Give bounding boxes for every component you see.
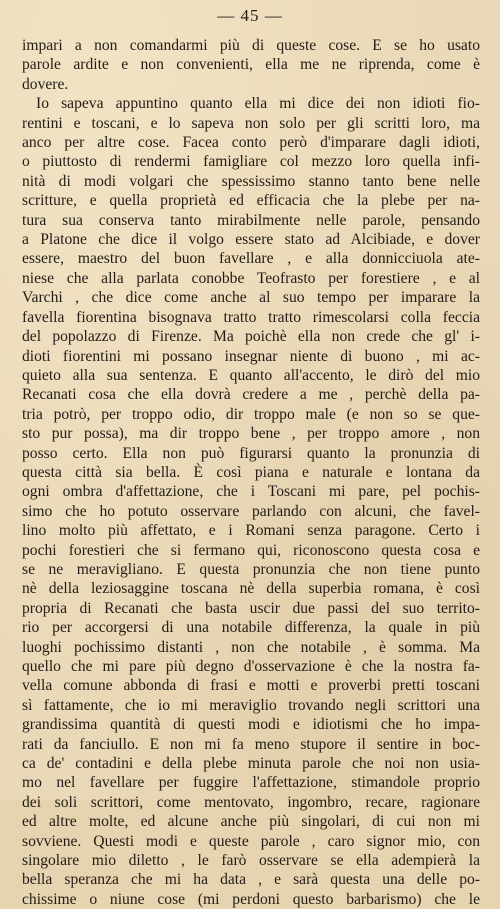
text-line: simo che ho potuto osservare parlando con alcuni, che favel- (22, 502, 480, 520)
text-line: bella speranza che mi ha data , e sarà questa una delle po- (22, 871, 480, 889)
text-line: singolare mio diletto , le farò osservare se ella adempierà la (22, 852, 480, 870)
text-line: dovere. (22, 75, 69, 93)
text-line: Varchi , che dice come anche al suo tempo per imparare la (22, 289, 480, 307)
text-line: favella fiorentina bisognava tratto tratto rimescolarsi colla feccia (22, 308, 480, 326)
text-line: quello che mi pare più degno d'osservazione è che la nostra fa- (22, 658, 480, 675)
text-line: parole ardite e non convenienti, ella me ne riprenda, come è (22, 56, 480, 74)
text-line: nè della leziosaggine toscana nè della superbia romana, è così (22, 580, 480, 598)
text-line: scritture, e quella proprietà ed efficacia che la plebe per na- (22, 192, 480, 210)
text-line: niese che alla parlata conobbe Teofrasto per forestiere , e al (22, 269, 480, 287)
text-line: vella comune abbonda di frasi e motti e proverbi pretti toscani (22, 677, 480, 695)
text-line: nità di modi volgari che spessissimo stanno tanto bene nelle (22, 172, 480, 190)
text-line: grandissima quantità di questi modi e idiotismi che ho impa- (22, 716, 480, 734)
body-text (22, 36, 480, 909)
text-line: ca de' contadini e della plebe minuta parole che noi non usia- (22, 755, 480, 773)
text-line: anco per altre cose. Facea conto però d'imparare dagli idioti, (22, 134, 480, 152)
text-line: Recanati cosa che ella dovrà credere a me , perchè della pa- (22, 386, 480, 404)
text-line: luoghi pochissimo distanti , non che notabile , è somma. Ma (22, 638, 480, 656)
text-line: o piuttosto di rendermi famigliare col mezzo loro quella infi- (22, 153, 480, 171)
text-line: a Platone che dice il volgo essere stato ad Alcibiade, e dover (22, 231, 480, 249)
text-line: rio per accorgersi di una notabile differenza, la quale in più (22, 619, 480, 637)
text-line: lino molto più affettato, e i Romani senza paragone. Certo i (22, 522, 480, 540)
text-line: chissime o niune cose (mi perdoni questo barbarismo) che le (22, 890, 480, 908)
text-line: rati da fanciullo. E non mi fa meno stupore il sentire in boc- (22, 735, 480, 753)
text-line: pochi forestieri che si fermano qui, riconoscono questa cosa e (22, 541, 480, 559)
page-number: — 45 — (217, 6, 283, 25)
text-line: tria potrò, per troppo odio, dir troppo male (e non so se que- (22, 405, 480, 423)
text-line: sto pur possa), ma dir troppo bene , per troppo amore , non (22, 425, 480, 443)
text-line: dioti fiorentini mi possano insegnar niente di buono , mi ac- (22, 347, 480, 365)
text-line: dei soli scrittori, come mentovato, ingombro, recare, ragionare (22, 793, 480, 811)
text-line: ogni ombra d'affettazione, che i Toscani mi pare, pel pochis- (22, 483, 480, 501)
text-line: tura sua conserva tanto mirabilmente nelle parole, pensando (22, 211, 480, 229)
text-line: mo nel favellare per fuggire l'affettazione, stimandole proprio (22, 774, 480, 792)
text-line: essere, maestro del buon favellare , e alla donnicciuola ate- (22, 250, 480, 268)
text-line: propria di Recanati che basta uscir due passi del suo territo- (22, 599, 480, 617)
text-line: del popolazzo di Firenze. Ma poichè ella non crede che gl' i- (22, 328, 480, 346)
text-line: rentini e toscani, e lo sapeva non solo per gli scritti loro, ma (22, 114, 480, 132)
text-line: se ne meravigliano. E questa pronunzia che non tiene punto (22, 560, 480, 578)
text-line: sovviene. Questi modi e queste parole , caro signor mio, con (22, 832, 480, 850)
text-line: sì fattamente, che io mi meraviglio trovando negli scrittori una (22, 696, 480, 714)
text-line: impari a non comandarmi più di queste cose. E se ho usato (22, 37, 480, 54)
text-line: ed altre molte, ed alcune anche più singolari, di cui non mi (22, 813, 480, 831)
text-line: posso certo. Ella non può figurarsi quanto la pronunzia di (22, 444, 480, 462)
text-line: questa città sia bella. È così piana e naturale e lontana da (22, 463, 480, 481)
text-line: Io sapeva appuntino quanto ella mi dice dei non idioti fio- (36, 95, 480, 113)
text-line: quieto alla sua sentenza. E quanto all'accento, le dirò del mio (22, 366, 480, 384)
